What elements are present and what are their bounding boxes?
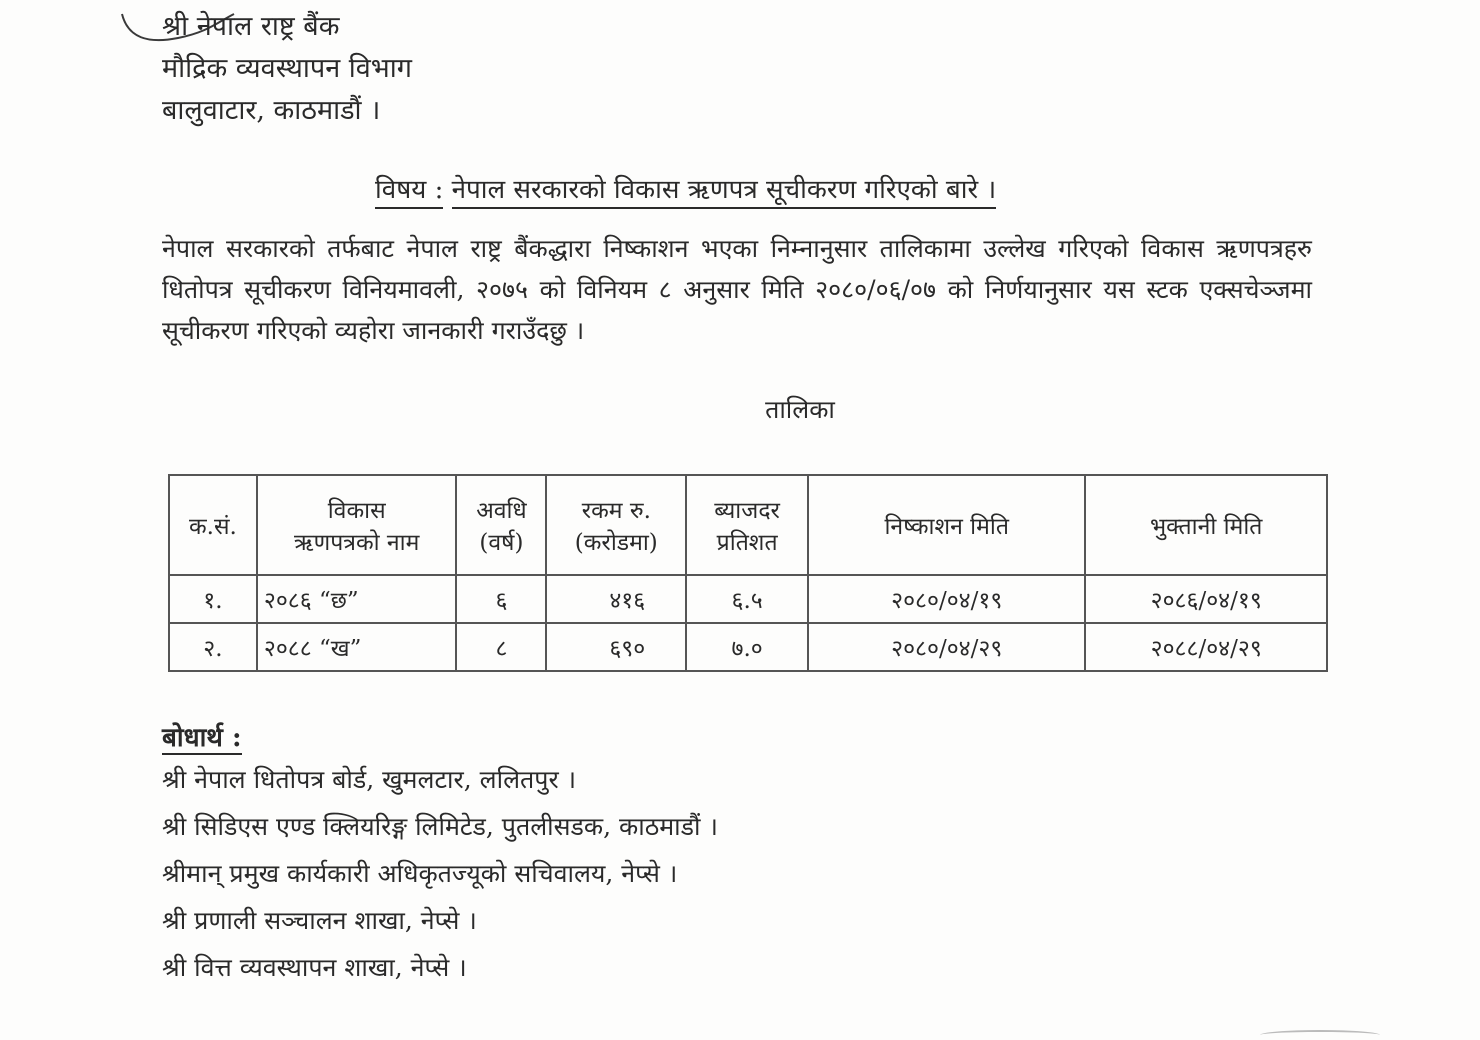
- header-rate: ब्याजदर प्रतिशत: [686, 475, 808, 575]
- cell-issue-date: २०८०/०४/१९: [808, 575, 1085, 623]
- cell-name: २०८८ “ख”: [257, 623, 457, 671]
- table-row: [169, 623, 1327, 671]
- cc-item: श्री प्रणाली सञ्चालन शाखा, नेप्से ।: [162, 906, 477, 935]
- address-line-1: श्री नेपाल राष्ट्र बैंक: [162, 11, 340, 42]
- cell-amount: ४१६: [546, 575, 686, 623]
- cell-issue-date: २०८०/०४/२९: [808, 623, 1085, 671]
- cell-sn: १.: [169, 575, 257, 623]
- recipient-address: [162, 6, 412, 132]
- cc-item: श्रीमान् प्रमुख कार्यकारी अधिकृतज्यूको सचिवालय, नेप्से ।: [162, 859, 678, 888]
- cell-maturity-date: २०८८/०४/२९: [1085, 623, 1327, 671]
- table-row: [169, 575, 1327, 623]
- header-term: अवधि (वर्ष): [456, 475, 546, 575]
- table-header-row: [169, 475, 1327, 575]
- subject-text: नेपाल सरकारको विकास ऋणपत्र सूचीकरण गरिएको बारे ।: [452, 175, 997, 209]
- cc-label: बोधार्थ :: [162, 723, 242, 753]
- header-sn: क.सं.: [169, 475, 257, 575]
- cell-rate: ६.५: [686, 575, 808, 623]
- cell-name: २०८६ “छ”: [257, 575, 457, 623]
- table-caption: तालिका: [765, 395, 835, 424]
- cc-list: [162, 756, 718, 991]
- address-line-2: मौद्रिक व्यवस्थापन विभाग: [162, 53, 412, 84]
- header-maturity-date: भुक्तानी मिति: [1085, 475, 1327, 575]
- cc-item: श्री नेपाल धितोपत्र बोर्ड, खुमलटार, ललितपुर ।: [162, 765, 577, 794]
- page-edge-mark: [1260, 1030, 1380, 1040]
- cc-item: श्री वित्त व्यवस्थापन शाखा, नेप्से ।: [162, 953, 467, 982]
- body-paragraph: नेपाल सरकारको तर्फबाट नेपाल राष्ट्र बैंकद्धारा निष्काशन भएका निम्नानुसार तालिकामा उल्लेख गरिएको विकास ऋणपत्रहरु धितोपत्र सूचीकरण विनियमावली, २०७५ को विनियम ८ अनुसार मिति २०८०/०६/०७ को निर्णयानुसार यस स्टक एक्सचेञ्जमा सूचीकरण गरिएको व्यहोरा जानकारी गराउँदछु ।: [162, 234, 1312, 345]
- bond-table: [168, 474, 1328, 672]
- header-issue-date: निष्काशन मिति: [808, 475, 1085, 575]
- cell-sn: २.: [169, 623, 257, 671]
- address-line-3: बालुवाटार, काठमाडौं ।: [162, 95, 381, 126]
- header-name: विकास ऋणपत्रको नाम: [257, 475, 457, 575]
- subject-label: विषय :: [375, 175, 443, 209]
- cell-term: ६: [456, 575, 546, 623]
- header-amount: रकम रु. (करोडमा): [546, 475, 686, 575]
- cell-amount: ६९०: [546, 623, 686, 671]
- cc-item: श्री सिडिएस एण्ड क्लियरिङ्ग लिमिटेड, पुतलीसडक, काठमाडौं ।: [162, 812, 718, 841]
- cell-maturity-date: २०८६/०४/१९: [1085, 575, 1327, 623]
- cell-rate: ७.०: [686, 623, 808, 671]
- subject-line: [375, 170, 1145, 206]
- cell-term: ८: [456, 623, 546, 671]
